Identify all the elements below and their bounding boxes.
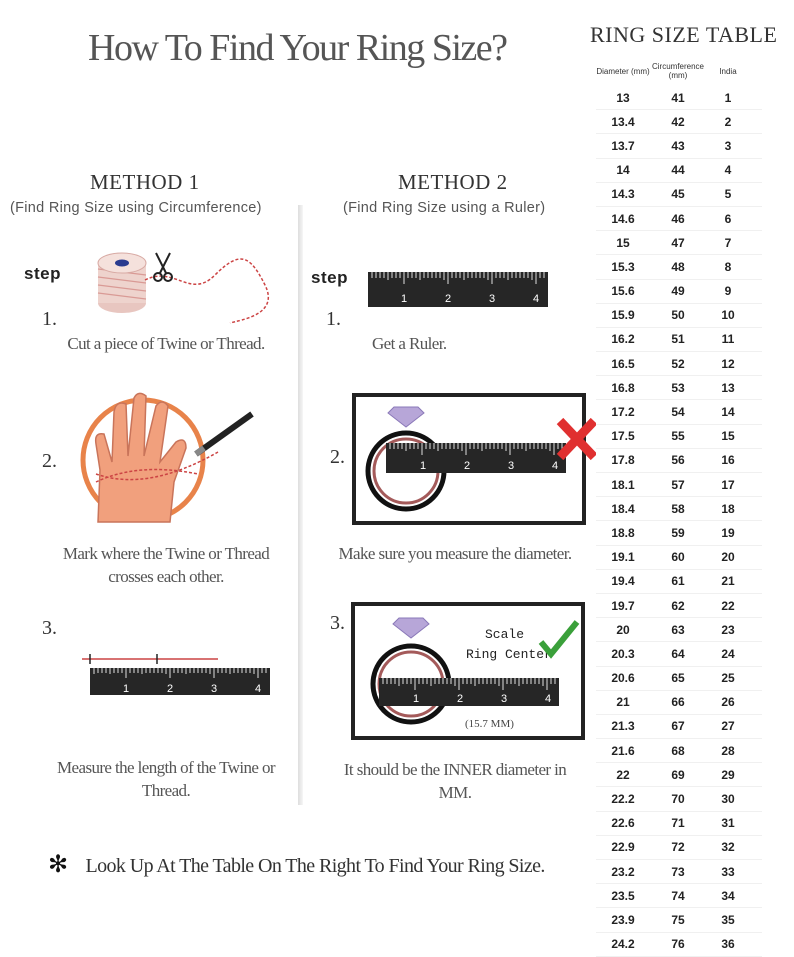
- cell-diameter: 18.1: [611, 477, 635, 492]
- header-diameter: Diameter (mm): [596, 66, 650, 76]
- header-circumference: Circumference (mm): [651, 62, 704, 80]
- ruler-tick-2: 2: [457, 693, 464, 705]
- method1-step1-text: Cut a piece of Twine or Thread.: [67, 334, 265, 353]
- cell-india: 29: [721, 767, 735, 782]
- cell-circumference: 58: [671, 501, 685, 516]
- table-row: [596, 449, 762, 473]
- cell-circumference: 75: [671, 912, 685, 927]
- cell-diameter: 16.2: [611, 332, 635, 347]
- cell-circumference: 50: [671, 308, 685, 323]
- cell-circumference: 65: [671, 671, 685, 686]
- cell-circumference: 51: [671, 332, 685, 347]
- cell-diameter: 21.3: [611, 719, 635, 734]
- method2-title: METHOD 2: [398, 170, 508, 194]
- cell-diameter: 13.4: [611, 114, 635, 129]
- cell-circumference: 42: [671, 114, 685, 129]
- cell-india: 35: [721, 912, 735, 927]
- method1-step2-text: Mark where the Twine or Thread crosses each other.: [62, 544, 270, 586]
- table-row: [596, 715, 762, 739]
- cell-india: 20: [721, 550, 735, 565]
- ruler-tick-2: 2: [167, 683, 174, 695]
- cell-diameter: 17.2: [611, 405, 635, 420]
- ruler-tick-1: 1: [123, 683, 130, 695]
- cell-diameter: 17.5: [611, 429, 635, 444]
- table-row: [596, 473, 762, 497]
- cell-diameter: 15.3: [611, 259, 635, 274]
- cell-circumference: 60: [671, 550, 685, 565]
- cell-circumference: 59: [671, 525, 685, 540]
- table-row: [596, 860, 762, 884]
- method1-step3-text: Measure the length of the Twine or Thread.: [57, 758, 275, 800]
- cell-circumference: 48: [671, 259, 685, 274]
- cell-circumference: 68: [671, 743, 685, 758]
- page-title: How To Find Your Ring Size?: [88, 27, 507, 69]
- cell-circumference: 45: [671, 187, 685, 202]
- method1-step-label: step: [24, 264, 61, 283]
- footnote-text: Look Up At The Table On The Right To Find Your Ring Size.: [85, 855, 545, 877]
- cell-circumference: 70: [671, 792, 685, 807]
- cell-diameter: 20.3: [611, 646, 635, 661]
- column-divider: [298, 205, 303, 805]
- cell-circumference: 55: [671, 429, 685, 444]
- cell-india: 15: [721, 429, 735, 444]
- cell-diameter: 22: [616, 767, 630, 782]
- cell-diameter: 15.9: [611, 308, 635, 323]
- table-row: [596, 908, 762, 932]
- cell-diameter: 22.9: [611, 840, 635, 855]
- ruler-tick-2: 2: [445, 293, 452, 305]
- table-header: [596, 56, 762, 86]
- table-row: [596, 642, 762, 666]
- asterisk-icon: ✻: [48, 850, 68, 878]
- cell-india: 12: [721, 356, 735, 371]
- cell-diameter: 16.5: [611, 356, 635, 371]
- ruler-tick-4: 4: [552, 460, 559, 472]
- cell-india: 17: [721, 477, 735, 492]
- cell-diameter: 19.7: [611, 598, 635, 613]
- cell-diameter: 13: [616, 90, 630, 105]
- cell-india: 3: [724, 138, 732, 153]
- cell-diameter: 18.4: [611, 501, 635, 516]
- cell-india: 5: [724, 187, 732, 202]
- cell-india: 31: [721, 816, 735, 831]
- ruler-tick-1: 1: [413, 693, 420, 705]
- table-row: [596, 594, 762, 618]
- table-row: [596, 618, 762, 642]
- table-row: [596, 328, 762, 352]
- cell-circumference: 76: [671, 937, 685, 952]
- ring-center-label: Ring Center: [466, 647, 552, 662]
- cell-diameter: 15.6: [611, 284, 635, 299]
- table-row: [596, 134, 762, 158]
- cell-diameter: 22.2: [611, 792, 635, 807]
- cell-india: 32: [721, 840, 735, 855]
- correct-measure-illustration: [351, 602, 587, 742]
- cell-india: 26: [721, 695, 735, 710]
- cell-india: 9: [724, 284, 732, 299]
- cell-circumference: 44: [671, 163, 685, 178]
- cell-india: 13: [721, 380, 735, 395]
- table-row: [596, 207, 762, 231]
- cell-india: 1: [724, 90, 732, 105]
- cell-india: 19: [721, 525, 735, 540]
- cell-circumference: 47: [671, 235, 685, 250]
- cell-circumference: 46: [671, 211, 685, 226]
- cell-diameter: 14.3: [611, 187, 635, 202]
- cell-india: 8: [724, 259, 732, 274]
- cell-india: 25: [721, 671, 735, 686]
- cell-circumference: 57: [671, 477, 685, 492]
- cell-diameter: 13.7: [611, 138, 635, 153]
- method2-step1-number: 1.: [326, 308, 341, 330]
- cell-circumference: 69: [671, 767, 685, 782]
- cell-circumference: 62: [671, 598, 685, 613]
- ring-size-table: [596, 56, 762, 957]
- cell-india: 10: [721, 308, 735, 323]
- table-row: [596, 400, 762, 424]
- ruler: [379, 678, 559, 706]
- ruler-tick-4: 4: [255, 683, 262, 695]
- table-row: [596, 304, 762, 328]
- table-row: [596, 352, 762, 376]
- cell-diameter: 22.6: [611, 816, 635, 831]
- ruler: [90, 668, 270, 695]
- cell-diameter: 19.4: [611, 574, 635, 589]
- table-row: [596, 86, 762, 110]
- ruler-tick-4: 4: [533, 293, 540, 305]
- header-india: India: [719, 66, 737, 76]
- cell-india: 18: [721, 501, 735, 516]
- measure-label: (15.7 MM): [465, 718, 514, 730]
- table-row: [596, 787, 762, 811]
- ruler-tick-3: 3: [211, 683, 218, 695]
- table-row: [596, 183, 762, 207]
- method2-step2-number: 2.: [330, 446, 345, 468]
- cell-circumference: 53: [671, 380, 685, 395]
- table-row: [596, 884, 762, 908]
- cell-india: 24: [721, 646, 735, 661]
- cell-diameter: 21.6: [611, 743, 635, 758]
- method2-step3-number: 3.: [330, 612, 345, 634]
- method1-step3-number: 3.: [42, 617, 57, 639]
- table-row: [596, 521, 762, 545]
- table-row: [596, 691, 762, 715]
- ruler-tick-3: 3: [501, 693, 508, 705]
- cell-india: 33: [721, 864, 735, 879]
- table-row: [596, 376, 762, 400]
- cell-circumference: 52: [671, 356, 685, 371]
- ring-size-table-title: RING SIZE TABLE: [590, 22, 778, 47]
- method2-step-label: step: [311, 268, 348, 287]
- wrong-measure-illustration: [352, 393, 598, 527]
- table-row: [596, 667, 762, 691]
- cell-india: 7: [724, 235, 732, 250]
- cell-circumference: 73: [671, 864, 685, 879]
- cell-india: 23: [721, 622, 735, 637]
- cell-diameter: 23.5: [611, 888, 635, 903]
- method2-step3-text: It should be the INNER diameter in MM.: [343, 760, 567, 802]
- cell-india: 34: [721, 888, 735, 903]
- cell-diameter: 16.8: [611, 380, 635, 395]
- ruler-illustration: [368, 272, 550, 308]
- thread-spool-scissors-illustration: [90, 245, 290, 325]
- method2-step1-text: Get a Ruler.: [372, 334, 447, 353]
- method2-step2-text: Make sure you measure the diameter.: [338, 544, 572, 563]
- method2-subtitle: (Find Ring Size using a Ruler): [343, 200, 546, 216]
- cell-india: 22: [721, 598, 735, 613]
- cell-diameter: 18.8: [611, 525, 635, 540]
- table-row: [596, 425, 762, 449]
- table-row: [596, 739, 762, 763]
- cell-india: 6: [724, 211, 732, 226]
- table-row: [596, 763, 762, 787]
- method1-step1-number: 1.: [42, 308, 57, 330]
- cell-diameter: 23.2: [611, 864, 635, 879]
- cell-circumference: 72: [671, 840, 685, 855]
- table-row: [596, 231, 762, 255]
- cell-circumference: 63: [671, 622, 685, 637]
- cell-circumference: 66: [671, 695, 685, 710]
- cell-india: 4: [724, 163, 732, 178]
- cell-circumference: 41: [671, 90, 685, 105]
- scale-label: Scale: [485, 627, 525, 642]
- table-row: [596, 546, 762, 570]
- cell-diameter: 19.1: [611, 550, 635, 565]
- table-row: [596, 280, 762, 304]
- hand-thread-illustration: [78, 392, 258, 527]
- method1-step2-number: 2.: [42, 450, 57, 472]
- ruler-tick-4: 4: [545, 693, 552, 705]
- cell-india: 16: [721, 453, 735, 468]
- table-row: [596, 836, 762, 860]
- cell-india: 28: [721, 743, 735, 758]
- cell-diameter: 20.6: [611, 671, 635, 686]
- cell-diameter: 23.9: [611, 912, 635, 927]
- cell-circumference: 61: [671, 574, 685, 589]
- ruler: [368, 272, 548, 307]
- cell-diameter: 17.8: [611, 453, 635, 468]
- cell-circumference: 49: [671, 284, 685, 299]
- cell-diameter: 14: [616, 163, 630, 178]
- table-row: [596, 110, 762, 134]
- table-row: [596, 933, 762, 957]
- ruler: [386, 443, 566, 473]
- cell-india: 14: [721, 405, 735, 420]
- method1-title: METHOD 1: [90, 170, 200, 194]
- cell-circumference: 71: [671, 816, 685, 831]
- footnote: [48, 850, 545, 878]
- cell-diameter: 21: [616, 695, 630, 710]
- table-row: [596, 497, 762, 521]
- cell-circumference: 67: [671, 719, 685, 734]
- table-row: [596, 570, 762, 594]
- thread-spool-icon: [98, 253, 146, 313]
- table-body: [596, 86, 762, 957]
- table-row: [596, 812, 762, 836]
- thread-on-ruler-illustration: [80, 650, 275, 700]
- cell-india: 27: [721, 719, 735, 734]
- cell-circumference: 43: [671, 138, 685, 153]
- cell-diameter: 14.6: [611, 211, 635, 226]
- cell-india: 21: [721, 574, 735, 589]
- cell-circumference: 74: [671, 888, 685, 903]
- cell-circumference: 54: [671, 405, 685, 420]
- cell-circumference: 56: [671, 453, 685, 468]
- table-row: [596, 159, 762, 183]
- method1-subtitle: (Find Ring Size using Circumference): [10, 200, 262, 216]
- cell-diameter: 24.2: [611, 937, 635, 952]
- cell-india: 36: [721, 937, 735, 952]
- ruler-tick-3: 3: [508, 460, 515, 472]
- cell-india: 11: [721, 332, 735, 347]
- ruler-tick-1: 1: [401, 293, 408, 305]
- ruler-tick-2: 2: [464, 460, 471, 472]
- cell-diameter: 20: [616, 622, 630, 637]
- ruler-tick-3: 3: [489, 293, 496, 305]
- marker-pen-icon: [196, 414, 252, 454]
- ruler-tick-1: 1: [420, 460, 427, 472]
- cell-circumference: 64: [671, 646, 685, 661]
- cell-india: 30: [721, 792, 735, 807]
- table-row: [596, 255, 762, 279]
- cell-india: 2: [724, 114, 732, 129]
- cell-diameter: 15: [616, 235, 630, 250]
